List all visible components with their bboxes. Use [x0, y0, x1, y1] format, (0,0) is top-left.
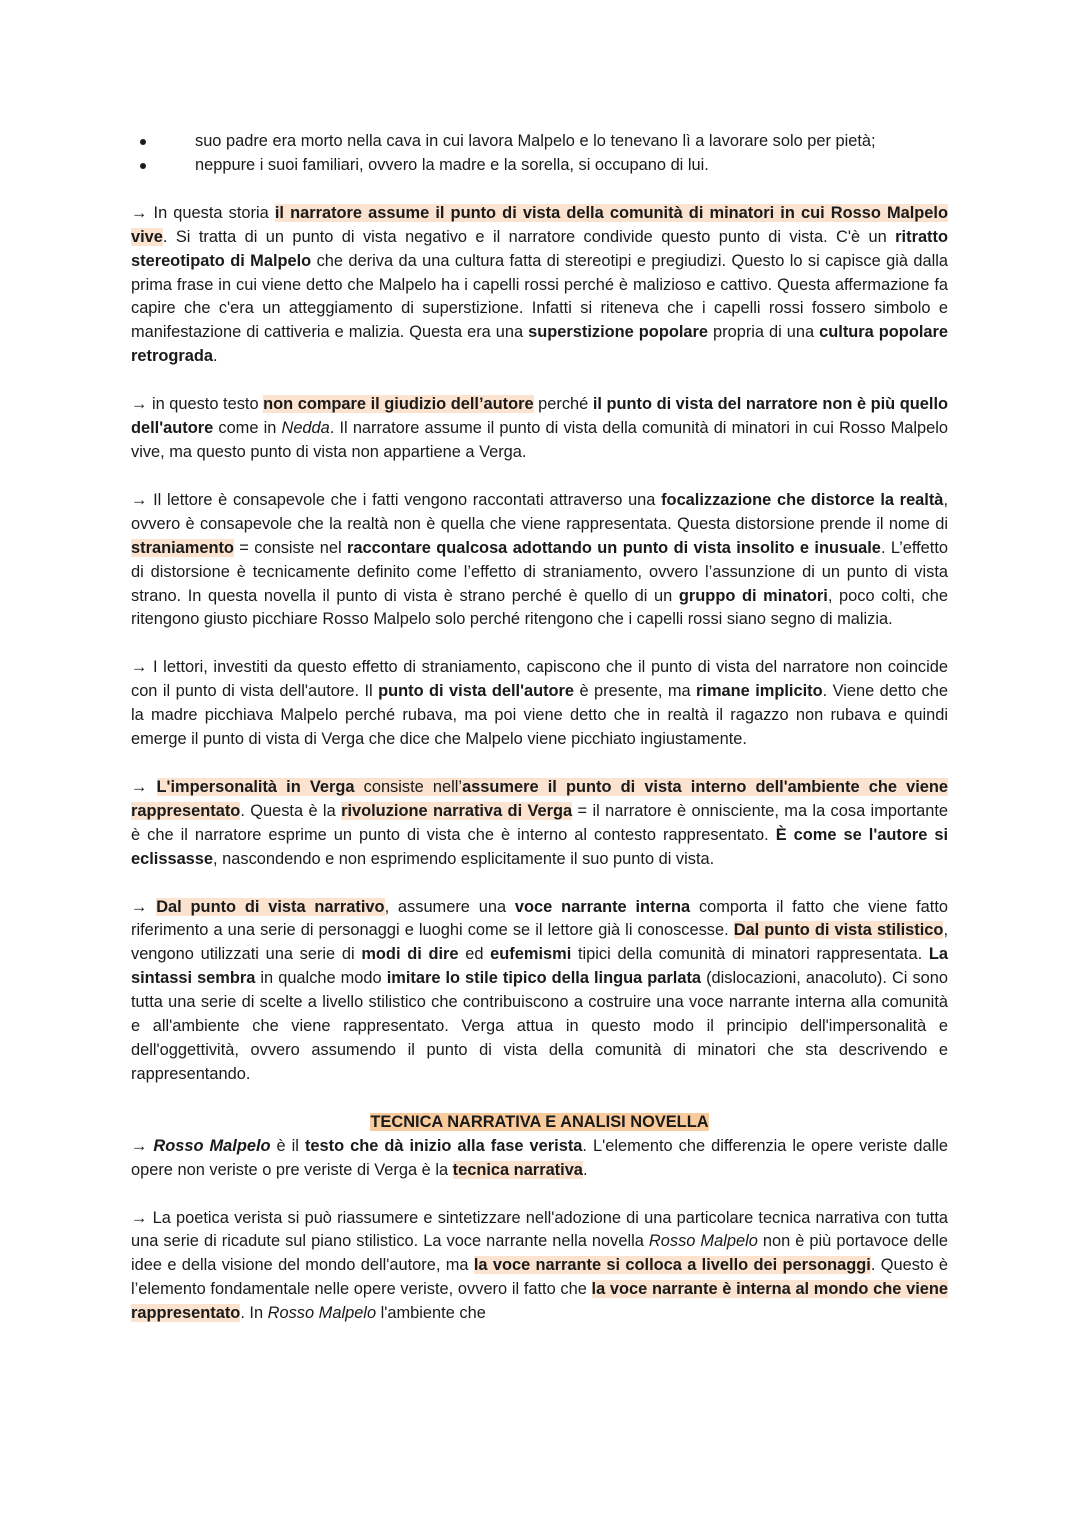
text-run: . Si tratta di un punto di vista negativo e il narratore condivide questo punto di vista. C'è un	[162, 227, 896, 246]
text-run: . In	[240, 1304, 268, 1323]
text-run: la voce narrante si colloca a livello dei personaggi	[473, 1256, 871, 1275]
text-run: , assumere una	[384, 897, 515, 916]
text-run: →	[131, 897, 157, 916]
text-run: . Questa è la	[240, 801, 342, 820]
text-run: L'impersonalità in Verga	[156, 777, 355, 796]
text-run: .	[212, 347, 218, 366]
text-run: . Il narratore assume il punto di vista della comunità di minatori in cui Rosso Malpelo vive, ma questo punto di vista non appartiene a Verga.	[131, 419, 948, 461]
text-run: . Questo è l’elemento fondamentale nelle opere veriste, ovvero il fatto che	[131, 1256, 949, 1299]
after-heading-paragraphs	[131, 1135, 948, 1326]
text-run: Dal punto di vista stilistico	[733, 921, 944, 940]
bullet-text: neppure i suoi familiari, ovvero la madre e la sorella, si occupano di lui.	[195, 155, 709, 174]
text-run: .	[582, 1160, 588, 1179]
paragraph	[131, 1207, 948, 1327]
text-run: , poco colti, che ritengono giusto picchiare Rosso Malpelo solo perché ritengono che i capelli rossi siano segno di malizia.	[131, 586, 948, 629]
text-run: propria di una	[708, 323, 820, 342]
text-run: è presente, ma	[574, 682, 697, 701]
text-run: → Il lettore è consapevole che i fatti vengono raccontati attraverso una	[131, 490, 662, 509]
text-run: ed	[458, 945, 491, 964]
text-run: focalizzazione che distorce la realtà	[661, 490, 944, 509]
text-run: . L'elemento che differenzia le opere veriste dalle opere non veriste o pre veriste di Verga è la	[131, 1136, 949, 1179]
text-run: →	[131, 777, 157, 796]
text-run: Rosso Malpelo	[153, 1136, 271, 1155]
text-run: Nedda	[281, 419, 330, 438]
text-run: punto di vista dell'autore	[378, 682, 575, 701]
text-run: (dislocazioni, anacoluto). Ci sono tutta una serie di scelte a livello stilistico che contribuiscono a costruire una voce narrante interna alla comunità e all'ambiente che viene rappresentato. Verga attua in questo modo il principio dell'impersonalità e dell'oggettività, ovvero assumendo il punto di vista della comunità di minatori che sta descrivendo e rappresentando.	[131, 969, 949, 1083]
text-run: Dal punto di vista narrativo	[156, 897, 385, 916]
paragraph	[131, 896, 948, 1087]
text-run: perché	[533, 395, 593, 414]
text-run: non è più portavoce delle idee e della visione del mondo dell'autore, ma	[131, 1232, 948, 1275]
paragraph	[131, 393, 948, 465]
text-run: Rosso Malpelo	[648, 1232, 758, 1251]
text-run: comporta il fatto che viene fatto riferimento a una serie di personaggi e luoghi come se il lettore già li conoscesse.	[131, 897, 949, 940]
paragraph	[131, 489, 948, 632]
text-run: che deriva da una cultura fatta di stereotipi e pregiudizi. Questo lo si capisce già dalla prima frase in cui viene detto che Malpelo ha i capelli rossi perché è malizioso e cattivo. Questa affermazione fa capire che c'era un atteggiamento di superstizione. Infatti si riteneva che i capelli rossi fossero simbolo e manifestazione di cattiveria e malizia. Questa era una	[131, 251, 948, 342]
text-run: imitare lo stile tipico della lingua parlata	[386, 969, 702, 988]
text-run: gruppo di minatori	[678, 586, 828, 605]
text-run: È come se l'autore si eclissasse	[131, 825, 948, 868]
paragraph	[131, 776, 948, 872]
text-run: raccontare qualcosa adottando un punto di vista insolito e inusuale	[347, 538, 881, 557]
paragraph	[131, 202, 948, 369]
text-run: , ovvero è consapevole che la realtà non è quella che viene rappresentata. Questa distorsione prende il nome di	[131, 490, 948, 533]
text-run: cultura popolare retrograda	[131, 323, 948, 366]
text-run: → in questo testo	[131, 395, 264, 414]
paragraph	[131, 656, 948, 752]
text-run: consiste nell’	[354, 777, 463, 796]
text-run: straniamento	[131, 538, 234, 557]
bullet-item	[131, 154, 948, 178]
bullet-dot-icon	[140, 163, 146, 169]
text-run: voce narrante interna	[514, 897, 691, 916]
text-run: →	[131, 1136, 154, 1155]
bullet-dot-icon	[140, 139, 146, 145]
section-heading	[131, 1111, 948, 1135]
text-run: eufemismi	[490, 945, 572, 964]
body-paragraphs	[131, 202, 948, 1087]
paragraph	[131, 1135, 948, 1183]
text-run: non compare il giudizio dell’autore	[263, 395, 534, 414]
text-run: rimane implicito	[696, 682, 823, 701]
text-run: Rosso Malpelo	[267, 1304, 377, 1323]
document-page	[131, 130, 948, 1326]
text-run: in qualche modo	[255, 969, 387, 988]
bullet-text: suo padre era morto nella cava in cui lavora Malpelo e lo tenevano lì a lavorare solo per pietà;	[195, 132, 876, 150]
text-run: assumere il punto di vista interno dell'ambiente che viene rappresentato	[131, 777, 948, 820]
bullet-list	[131, 130, 948, 178]
text-run: tipici della comunità di minatori rappresentata.	[571, 945, 929, 964]
text-run: = consiste nel	[233, 538, 348, 557]
text-run: è il	[270, 1136, 305, 1155]
text-run: l'ambiente che	[376, 1304, 486, 1323]
text-run: = il narratore è onnisciente, ma la cosa importante è che il narratore esprime un punto di vista che è interno al contesto rappresentato.	[131, 801, 948, 844]
text-run: . L’effetto di distorsione è tecnicamente definito come l’effetto di straniamento, ovvero l’assunzione di un punto di vista strano. In questa novella il punto di vista è strano perché è quello di un	[131, 538, 948, 605]
text-run: , vengono utilizzati una serie di	[131, 921, 948, 964]
text-run: rivoluzione narrativa di Verga	[341, 801, 573, 820]
text-run: → In questa storia	[131, 203, 275, 222]
text-run: → I lettori, investiti da questo effetto di straniamento, capiscono che il punto di vista del narratore non coincide con il punto di vista dell'autore. Il	[131, 658, 948, 701]
text-run: superstizione popolare	[528, 323, 709, 342]
bullet-item	[131, 130, 948, 154]
text-run: testo che dà inizio alla fase verista	[304, 1136, 583, 1155]
text-run: la voce narrante è interna al mondo che viene rappresentato	[131, 1280, 948, 1323]
text-run: , nascondendo e non esprimendo esplicitamente il suo punto di vista.	[213, 849, 715, 868]
section-heading-text: TECNICA NARRATIVA E ANALISI NOVELLA	[370, 1112, 709, 1131]
text-run: il punto di vista del narratore non è più quello dell'autore	[131, 395, 949, 438]
text-run: → La poetica verista si può riassumere e sintetizzare nell'adozione di una particolare tecnica narrativa con tutta una serie di ricadute sul piano stilistico. La voce narrante nella novella	[131, 1208, 948, 1251]
text-run: La sintassi sembra	[131, 945, 948, 988]
text-run: il narratore assume il punto di vista della comunità di minatori in cui Rosso Malpelo vive	[131, 203, 948, 246]
text-run: come in	[213, 419, 282, 438]
text-run: . Viene detto che la madre picchiava Malpelo perché rubava, ma poi viene detto che in realtà il ragazzo non rubava e quindi emerge il punto di vista di Verga che dice che Malpelo viene picchiato ingiustamente.	[131, 682, 948, 749]
text-run: tecnica narrativa	[452, 1160, 583, 1179]
text-run: ritratto stereotipato di Malpelo	[131, 227, 948, 270]
text-run: modi di dire	[361, 945, 459, 964]
